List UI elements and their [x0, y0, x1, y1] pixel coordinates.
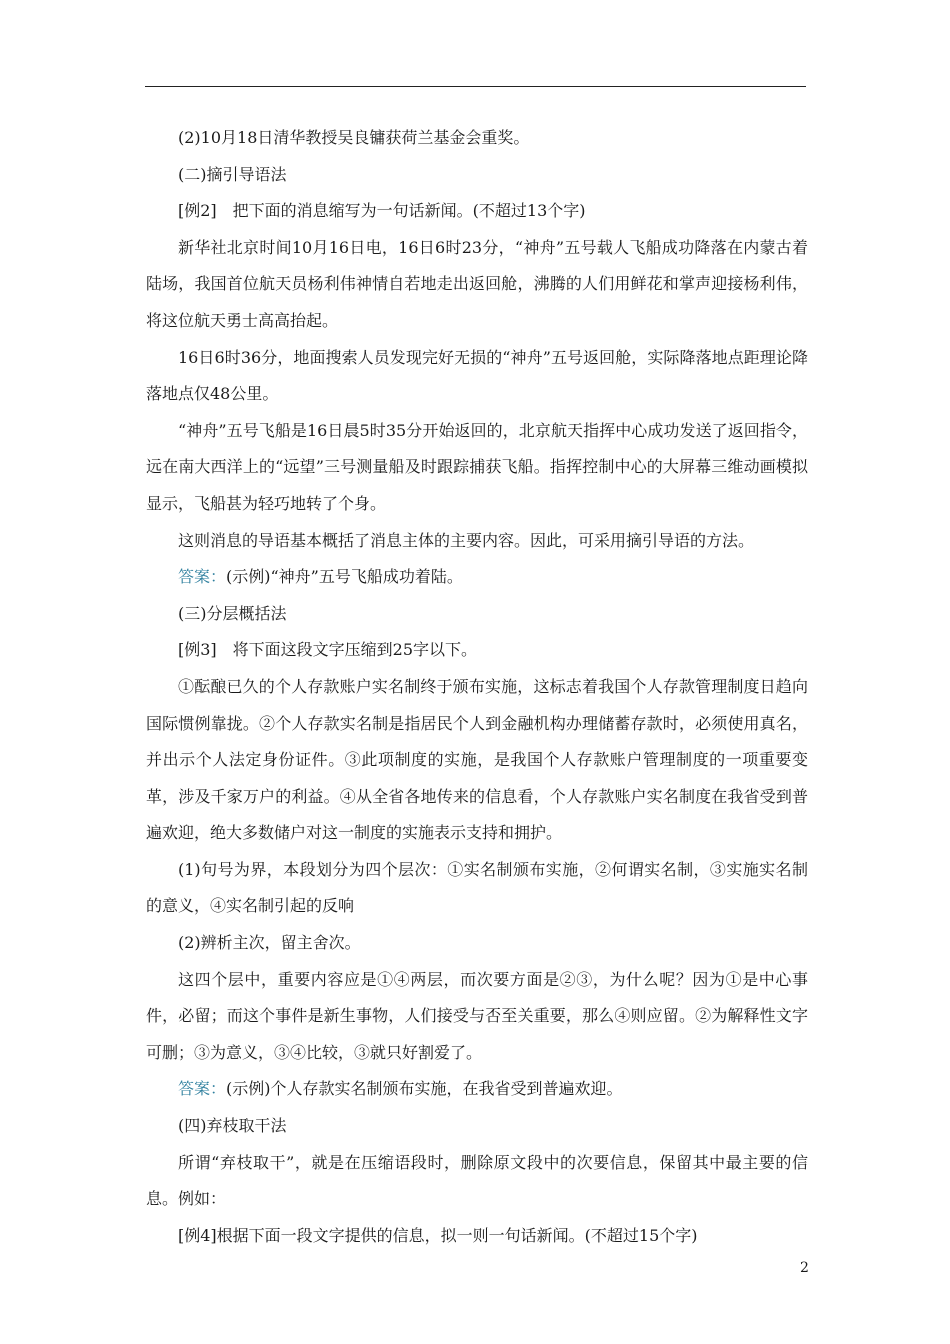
explanation-paragraph: 这则消息的导语基本概括了消息主体的主要内容。因此，可采用摘引导语的方法。 [178, 530, 755, 550]
answer-example-2 [146, 559, 808, 596]
analysis-paragraph: 这四个层中，重要内容应是①④两层，而次要方面是②③，为什么呢？因为①是中心事件，必留；而这个事件是新生事物，人们接受与否至关重要，那么④则应留。②为解释性文字可删；③为意义，③④比较，③就只好割爱了。 [146, 969, 808, 1062]
answer-text: (示例)个人存款实名制颁布实施，在我省受到普遍欢迎。 [226, 1079, 623, 1099]
example-4-prompt: [例4]根据下面一段文字提供的信息，拟一则一句话新闻。(不超过15个字) [178, 1225, 698, 1245]
news-paragraph-2: 16日6时36分，地面搜索人员发现完好无损的“神舟”五号返回舱，实际降落地点距理论降落地点仅48公里。 [146, 347, 808, 404]
document-body [146, 120, 808, 1254]
section-heading-qizhi: (四)弃枝取干法 [178, 1116, 287, 1136]
analysis-step-1: (1)句号为界，本段划分为四个层次：①实名制颁布实施，②何谓实名制，③实施实名制的意义，④实名制引起的反响 [146, 859, 808, 916]
section-heading-fenceng: (三)分层概括法 [178, 603, 287, 623]
page-number: 2 [800, 1260, 809, 1276]
section-heading-zhaoyin: (二)摘引导语法 [178, 164, 287, 184]
answer-text: (示例)“神舟”五号飞船成功着陆。 [226, 567, 463, 587]
news-paragraph-3: “神舟”五号飞船是16日晨5时35分开始返回的，北京航天指挥中心成功发送了返回指令，远在南大西洋上的“远望”三号测量船及时跟踪捕获飞船。指挥控制中心的大屏幕三维动画模拟显示，飞船甚为轻巧地转了个身。 [146, 420, 808, 513]
answer-label: 答案： [178, 1079, 227, 1099]
analysis-step-2: (2)辨析主次，留主舍次。 [178, 933, 361, 953]
answer-example-3 [146, 1071, 808, 1108]
source-passage: ①酝酿已久的个人存款账户实名制终于颁布实施，这标志着我国个人存款管理制度日趋向国际惯例靠拢。②个人存款实名制是指居民个人到金融机构办理储蓄存款时，必须使用真名，并出示个人法定身份证件。③此项制度的实施，是我国个人存款账户管理制度的一项重要变革，涉及千家万户的利益。④从全省各地传来的信息看，个人存款账户实名制度在我省受到普遍欢迎，绝大多数储户对这一制度的实施表示支持和拥护。 [146, 676, 808, 843]
news-paragraph-1: 新华社北京时间10月16日电，16日6时23分，“神舟”五号载人飞船成功降落在内蒙古着陆场，我国首位航天员杨利伟神情自若地走出返回舱，沸腾的人们用鲜花和掌声迎接杨利伟，将这位航天勇士高高抬起。 [146, 237, 808, 330]
example-3-prompt: [例3] 将下面这段文字压缩到25字以下。 [178, 640, 478, 660]
header-rule [145, 86, 806, 87]
paragraph-item-2: (2)10月18日清华教授吴良镛获荷兰基金会重奖。 [178, 128, 530, 147]
answer-label: 答案： [178, 567, 227, 587]
definition-paragraph: 所谓“弃枝取干”，就是在压缩语段时，删除原文段中的次要信息，保留其中最主要的信息。例如： [146, 1152, 808, 1209]
example-2-prompt: [例2] 把下面的消息缩写为一句话新闻。(不超过13个字) [178, 201, 586, 221]
